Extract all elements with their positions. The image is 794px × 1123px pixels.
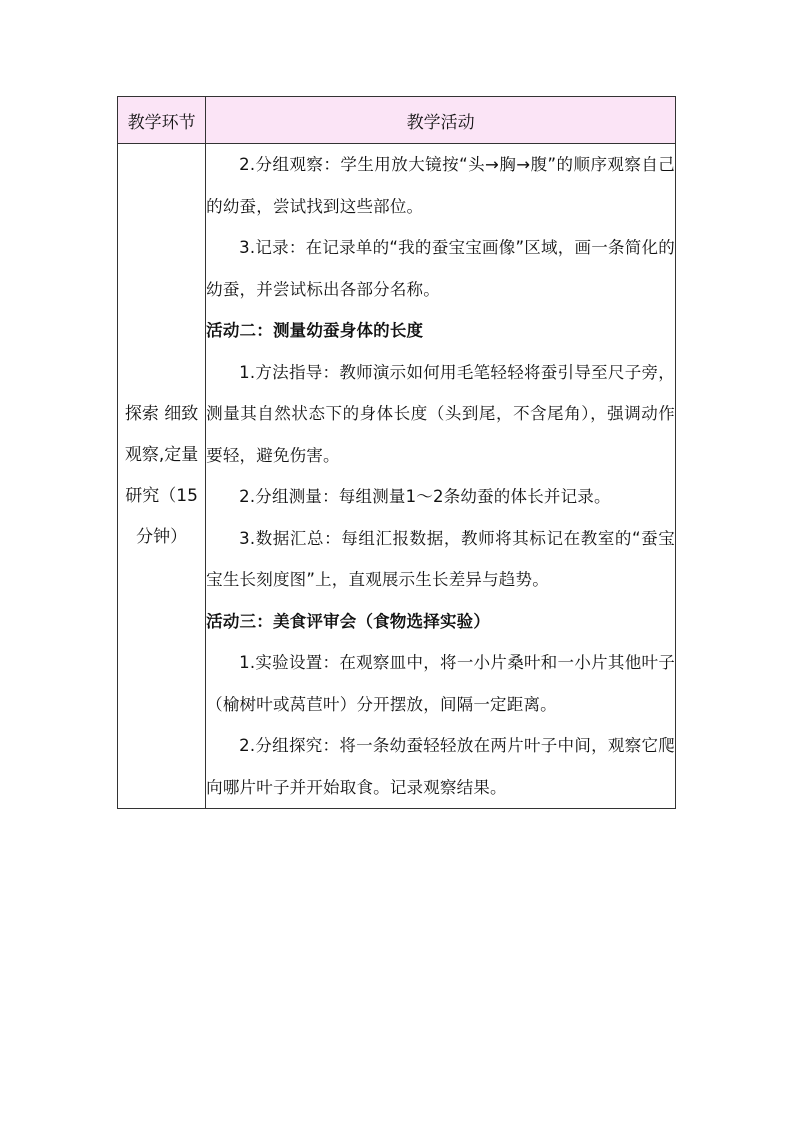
stage-label-line: 分钟） <box>136 527 188 547</box>
stage-cell <box>118 144 206 809</box>
activity-paragraph: 2.分组测量：每组测量1～2条幼蚕的体长并记录。 <box>239 487 611 506</box>
activity-paragraph: 1.方法指导：教师演示如何用毛笔轻轻将蚕引导至尺子旁，测量其自然状态下的身体长度（头到尾，不含尾角），强调动作要轻，避免伤害。 <box>206 362 675 465</box>
activity-heading: 活动二：测量幼蚕身体的长度 <box>206 321 424 340</box>
lesson-plan-table <box>117 96 676 809</box>
activity-paragraph: 2.分组探究：将一条幼蚕轻轻放在两片叶子中间，观察它爬向哪片叶子并开始取食。记录观察结果。 <box>206 736 675 797</box>
stage-label-line: 探索 细致 <box>124 404 199 424</box>
activity-heading: 活动三：美食评审会（食物选择实验） <box>206 611 491 631</box>
activity-paragraph: 3.数据汇总：每组汇报数据，教师将其标记在教室的“蚕宝宝生长刻度图”上，直观展示生长差异与趋势。 <box>206 528 675 589</box>
stage-label-line: 观察,定量 <box>124 445 199 465</box>
stage-label-line: 研究（15 <box>125 486 198 506</box>
header-teaching-activity: 教学活动 <box>206 97 676 144</box>
activity-cell <box>206 144 676 809</box>
header-teaching-stage: 教学环节 <box>118 97 206 144</box>
activity-paragraph: 2.分组观察：学生用放大镜按“头→胸→腹”的顺序观察自己的幼蚕，尝试找到这些部位。 <box>206 155 675 216</box>
table-row <box>118 144 676 809</box>
table-header-row <box>118 97 676 144</box>
activity-paragraph: 1.实验设置：在观察皿中，将一小片桑叶和一小片其他叶子（榆树叶或莴苣叶）分开摆放，间隔一定距离。 <box>206 653 675 714</box>
activity-paragraph: 3.记录：在记录单的“我的蚕宝宝画像”区域，画一条简化的幼蚕，并尝试标出各部分名称。 <box>206 238 675 299</box>
